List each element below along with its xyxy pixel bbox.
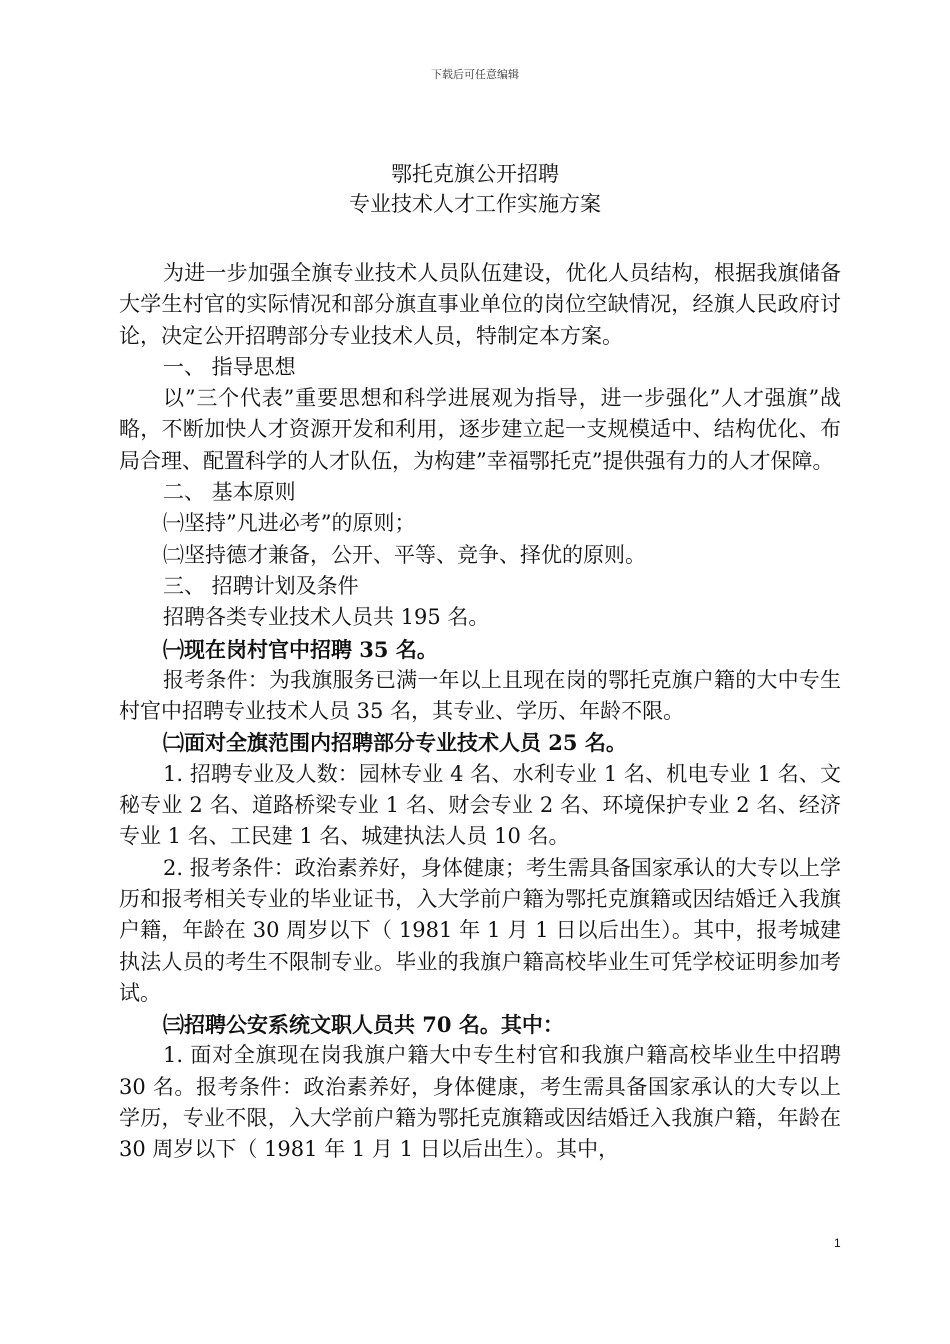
conditions-paragraph-1: 报考条件：为我旗服务已满一年以上且现在岗的鄂托克旗户籍的大中专生村官中招聘专业技术人员 35 名，其专业、学历、年龄不限。 <box>119 667 841 724</box>
intro-paragraph: 为进一步加强全旗专业技术人员队伍建设，优化人员结构，根据我旗储备大学生村官的实际情况和部分旗直事业单位的岗位空缺情况，经旗人民政府讨论，决定公开招聘部分专业技术人员，特制定本方案。 <box>119 261 841 348</box>
police-clerk-paragraph: 1. 面对全旗现在岗我旗户籍大中专生村官和我旗户籍高校毕业生中招聘 30 名。报考条件：政治素养好，身体健康，考生需具备国家承认的大专以上学历，专业不限，入大学前户籍为鄂托克旗籍或因结婚迁入我旗户籍，年龄在 30 周岁以下（ 1981 年 1 月 1 日以后出生）。其中， <box>119 1043 841 1162</box>
section-heading-1: 一、 指导思想 <box>163 354 296 379</box>
guiding-thought-paragraph: 以”三个代表”重要思想和科学进展观为指导，进一步强化”人才强旗”战略，不断加快人才资源开发和利用，逐步建立起一支规模适中、结构优化、布局合理、配置科学的人才队伍，为构建”幸福鄂托克”提供强有力的人才保障。 <box>119 386 841 473</box>
majors-list-paragraph: 1. 招聘专业及人数：园林专业 4 名、水利专业 1 名、机电专业 1 名、文秘专业 2 名、道路桥梁专业 1 名、财会专业 2 名、环境保护专业 2 名、经济专业 1 名、工民建 1 名、城建执法人员 10 名。 <box>119 761 841 849</box>
page-number: 1 <box>834 1236 841 1250</box>
header-note: 下载后可任意编辑 <box>431 68 519 81</box>
conditions-paragraph-2: 2. 报考条件：政治素养好，身体健康；考生需具备国家承认的大专以上学历和报考相关专业的毕业证书，入大学前户籍为鄂托克旗籍或因结婚迁入我旗户籍，年龄在 30 周岁以下（ 1981 年 1 月 1 日以后出生）。其中，报考城建执法人员的考生不限制专业。毕业的我旗户籍高校毕业生可凭学校证明参加考试。 <box>119 855 841 1005</box>
section-heading-3: 三、 招聘计划及条件 <box>163 573 359 598</box>
document-subtitle: 专业技术人才工作实施方案 <box>349 192 601 216</box>
document-title: 鄂托克旗公开招聘 <box>391 162 559 186</box>
principle-item-2: ㈡坚持德才兼备，公开、平等、竞争、择优的原则。 <box>163 542 646 567</box>
subsection-heading-1: ㈠现在岗村官中招聘 35 名。 <box>163 636 438 662</box>
recruit-total: 招聘各类专业技术人员共 195 名。 <box>163 605 490 630</box>
principle-item-1: ㈠坚持”凡进必考”的原则； <box>163 511 416 536</box>
subsection-heading-3: ㈢招聘公安系统文职人员共 70 名。其中： <box>163 1012 564 1038</box>
document-body <box>119 258 841 1166</box>
section-heading-2: 二、 基本原则 <box>163 480 296 505</box>
subsection-heading-2: ㈡面对全旗范围内招聘部分专业技术人员 25 名。 <box>163 730 627 756</box>
